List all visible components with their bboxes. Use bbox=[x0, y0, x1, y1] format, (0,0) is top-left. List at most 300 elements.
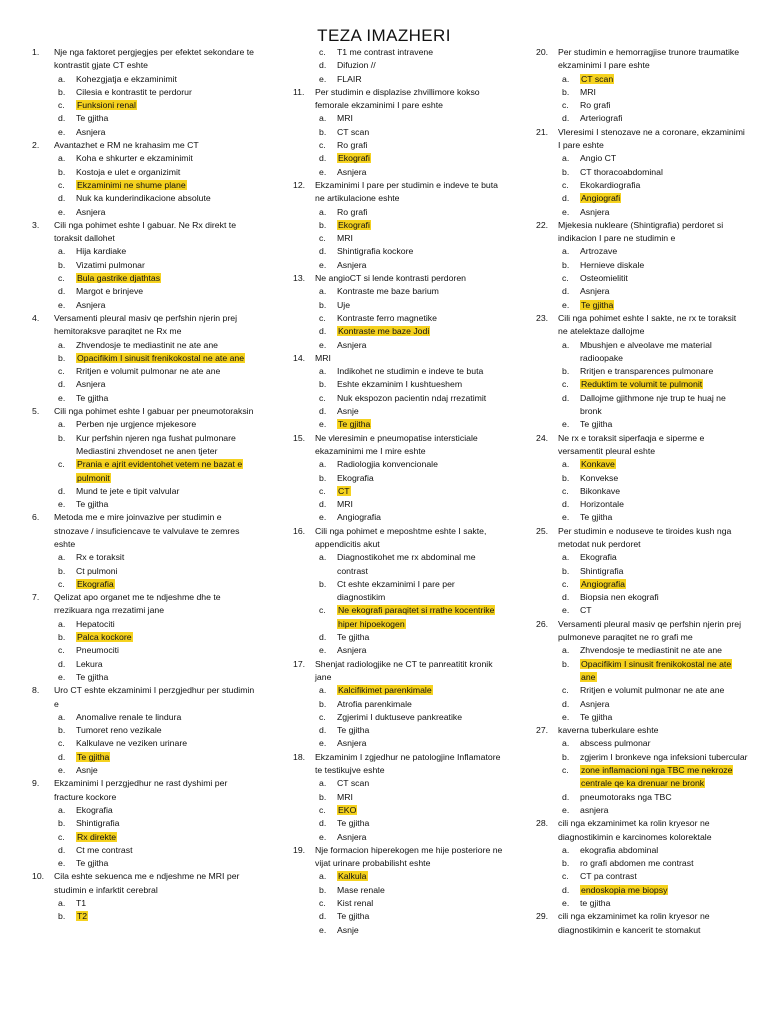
option-letter: c. bbox=[319, 485, 326, 496]
option-letter: d. bbox=[562, 884, 570, 895]
option-letter: d. bbox=[319, 911, 327, 922]
option-letter: c. bbox=[562, 578, 569, 589]
question-column-2 bbox=[293, 46, 503, 937]
option-letter: b. bbox=[319, 884, 327, 895]
option-letter: d. bbox=[58, 658, 66, 669]
option-text: Te gjitha bbox=[337, 818, 370, 829]
question-number: 22. bbox=[536, 219, 549, 230]
answer-option bbox=[536, 684, 748, 697]
option-list bbox=[293, 870, 503, 936]
question-text: Qelizat apo organet me te ndjeshme dhe te rrezikuara nga rrezatimi jane bbox=[54, 592, 221, 616]
option-letter: b. bbox=[319, 299, 327, 310]
option-text: Indikohet ne studimin e indeve te buta bbox=[337, 366, 484, 377]
option-text: Rritjen e transparences pulmonare bbox=[580, 366, 714, 377]
option-text: Arteriografi bbox=[580, 113, 623, 124]
answer-option bbox=[293, 498, 503, 511]
option-list bbox=[536, 737, 748, 817]
question-text: Nje nga faktoret pergjegjes per efektet sekondare te kontrastit gjate CT eshte bbox=[54, 47, 254, 71]
option-letter: a. bbox=[319, 113, 327, 124]
option-letter: a. bbox=[319, 206, 327, 217]
option-letter: c. bbox=[319, 312, 326, 323]
option-letter: e. bbox=[319, 831, 327, 842]
answer-option bbox=[32, 112, 258, 125]
option-list bbox=[536, 458, 748, 524]
question-text: Cili nga pohimet eshte I gabuar per pneumotoraksin bbox=[54, 406, 254, 417]
question-number: 2. bbox=[32, 140, 40, 151]
option-text: Te gjitha bbox=[581, 299, 614, 310]
question-number: 4. bbox=[32, 312, 40, 323]
answer-option bbox=[293, 737, 503, 750]
option-letter: a. bbox=[58, 246, 66, 257]
option-letter: b. bbox=[58, 725, 66, 736]
answer-option bbox=[293, 711, 503, 724]
option-letter: c. bbox=[58, 738, 65, 749]
answer-option bbox=[293, 910, 503, 923]
answer-option bbox=[536, 179, 748, 192]
question-number: 16. bbox=[293, 525, 306, 536]
option-text: Konkave bbox=[581, 459, 615, 470]
option-letter: b. bbox=[319, 791, 327, 802]
option-list bbox=[293, 684, 503, 750]
option-letter: a. bbox=[319, 552, 327, 563]
option-text: Asnje bbox=[76, 765, 98, 776]
answer-option-highlighted bbox=[32, 458, 258, 485]
option-letter: b. bbox=[58, 432, 66, 443]
option-letter: a. bbox=[58, 711, 66, 722]
question-number: 23. bbox=[536, 312, 549, 323]
answer-option bbox=[536, 804, 748, 817]
answer-option-highlighted bbox=[293, 485, 503, 498]
question bbox=[536, 432, 748, 459]
answer-option bbox=[293, 458, 503, 471]
option-letter: b. bbox=[319, 472, 327, 483]
option-letter: a. bbox=[58, 804, 66, 815]
question bbox=[293, 844, 503, 871]
option-letter: b. bbox=[58, 632, 66, 643]
answer-option bbox=[536, 844, 748, 857]
option-text: Asnjera bbox=[337, 831, 367, 842]
answer-option bbox=[293, 578, 503, 605]
question-text: Versamenti pleural masiv qe perfshin njerin prej pulmoneve paraqitet ne ro grafi me bbox=[558, 618, 742, 643]
question bbox=[536, 724, 748, 737]
option-list bbox=[32, 418, 258, 511]
option-text: Artrozave bbox=[580, 246, 618, 257]
option-text: Pneumociti bbox=[76, 645, 119, 656]
answer-option-highlighted bbox=[293, 325, 503, 338]
option-letter: d. bbox=[58, 844, 66, 855]
answer-option bbox=[32, 551, 258, 564]
option-letter: d. bbox=[562, 113, 570, 124]
option-letter: c. bbox=[319, 711, 326, 722]
option-text: Ekzaminimi ne shume plane bbox=[77, 179, 186, 190]
answer-option bbox=[536, 272, 748, 285]
answer-option bbox=[293, 339, 503, 352]
answer-option-highlighted bbox=[536, 884, 748, 897]
question-text: Avantazhet e RM ne krahasim me CT bbox=[54, 140, 199, 151]
question-text: cili nga ekzaminimet ka rolin kryesor ne diagnostikimin e karcinomes kolorektale bbox=[558, 818, 712, 842]
option-text: Te gjitha bbox=[76, 113, 109, 124]
option-text: Palca kockore bbox=[77, 632, 132, 643]
option-letter: d. bbox=[319, 632, 327, 643]
question bbox=[32, 405, 258, 418]
option-letter: e. bbox=[562, 512, 570, 523]
option-list bbox=[293, 206, 503, 272]
option-letter: b. bbox=[562, 565, 570, 576]
answer-option-highlighted bbox=[536, 458, 748, 471]
option-text: Te gjitha bbox=[76, 499, 109, 510]
option-text: T1 bbox=[76, 898, 87, 908]
option-letter: e. bbox=[319, 259, 327, 270]
answer-option bbox=[536, 698, 748, 711]
answer-option bbox=[293, 232, 503, 245]
option-letter: a. bbox=[562, 246, 570, 257]
option-list bbox=[536, 152, 748, 218]
option-list bbox=[536, 551, 748, 617]
option-text: EKO bbox=[338, 804, 357, 815]
option-letter: c. bbox=[58, 366, 65, 377]
answer-option bbox=[32, 857, 258, 870]
option-text: Bula gastrike djathtas bbox=[77, 273, 161, 284]
answer-option bbox=[536, 511, 748, 524]
option-letter: d. bbox=[319, 246, 327, 257]
answer-option bbox=[293, 312, 503, 325]
answer-option bbox=[293, 46, 503, 59]
answer-option-highlighted bbox=[32, 179, 258, 192]
option-text: Margot e brinjeve bbox=[76, 286, 144, 297]
option-letter: a. bbox=[562, 73, 570, 84]
answer-option bbox=[32, 644, 258, 657]
answer-option-highlighted bbox=[536, 73, 748, 86]
question bbox=[536, 126, 748, 153]
answer-option bbox=[32, 804, 258, 817]
option-text: Angio CT bbox=[580, 153, 617, 164]
answer-option bbox=[32, 152, 258, 165]
option-text: CT scan bbox=[337, 126, 370, 137]
answer-option bbox=[536, 339, 748, 366]
question bbox=[536, 46, 748, 73]
answer-option bbox=[536, 591, 748, 604]
option-text: asnjera bbox=[580, 804, 609, 815]
answer-option bbox=[293, 511, 503, 524]
option-letter: c. bbox=[562, 485, 569, 496]
option-letter: d. bbox=[319, 818, 327, 829]
answer-option-highlighted bbox=[536, 578, 748, 591]
option-text: Asnjera bbox=[337, 645, 367, 656]
answer-option bbox=[293, 259, 503, 272]
answer-option bbox=[32, 724, 258, 737]
option-letter: a. bbox=[562, 738, 570, 749]
question-number: 9. bbox=[32, 778, 40, 789]
option-letter: d. bbox=[319, 60, 327, 71]
question bbox=[293, 179, 503, 206]
option-letter: b. bbox=[562, 858, 570, 869]
option-letter: e. bbox=[562, 419, 570, 430]
option-letter: e. bbox=[58, 671, 66, 682]
answer-option bbox=[536, 99, 748, 112]
option-text: Osteomielitit bbox=[580, 273, 628, 284]
option-text: Asnje bbox=[337, 406, 359, 417]
option-list bbox=[293, 777, 503, 843]
answer-option bbox=[536, 365, 748, 378]
option-letter: a. bbox=[319, 459, 327, 470]
answer-option bbox=[536, 565, 748, 578]
option-letter: c. bbox=[319, 140, 326, 151]
answer-option bbox=[293, 206, 503, 219]
option-letter: c. bbox=[319, 898, 326, 908]
option-text: Rx e toraksit bbox=[76, 552, 125, 563]
option-text: Vizatimi pulmonar bbox=[76, 259, 145, 270]
answer-option-highlighted bbox=[293, 870, 503, 883]
question bbox=[32, 591, 258, 618]
option-text: Te gjitha bbox=[580, 419, 613, 430]
question bbox=[293, 352, 503, 365]
option-letter: d. bbox=[562, 193, 570, 204]
option-text: Kontraste ferro magnetike bbox=[337, 312, 437, 323]
option-text: Te gjitha bbox=[76, 392, 109, 403]
answer-option bbox=[536, 86, 748, 99]
option-text: Shintigrafia kockore bbox=[337, 246, 414, 257]
option-letter: d. bbox=[562, 791, 570, 802]
option-text: Ne ekografi paraqitet si rrathe kocentrike hiper hipoekogen bbox=[338, 605, 495, 629]
option-letter: c. bbox=[319, 233, 326, 244]
answer-option bbox=[32, 365, 258, 378]
answer-option bbox=[536, 751, 748, 764]
option-text: Nuk ka kunderindikacione absolute bbox=[76, 193, 211, 204]
answer-option bbox=[32, 378, 258, 391]
option-list bbox=[293, 551, 503, 657]
answer-option-highlighted bbox=[32, 272, 258, 285]
question-column-1 bbox=[32, 46, 258, 924]
option-text: CT thoracoabdominal bbox=[580, 166, 663, 177]
answer-option-highlighted bbox=[32, 910, 258, 923]
option-text: Hija kardiake bbox=[76, 246, 127, 257]
option-text: Ekokardiografia bbox=[580, 179, 641, 190]
answer-option bbox=[536, 791, 748, 804]
option-text: Ro grafi bbox=[580, 100, 611, 111]
option-list bbox=[536, 844, 748, 910]
option-text: MRI bbox=[337, 233, 353, 244]
question-text: Ekzaminim I zgjedhur ne patologjine Inflamatore te testikujve eshte bbox=[315, 751, 501, 776]
option-letter: a. bbox=[58, 73, 66, 84]
answer-option-highlighted bbox=[32, 99, 258, 112]
answer-option bbox=[536, 152, 748, 165]
option-text: T2 bbox=[77, 911, 88, 922]
option-letter: a. bbox=[319, 286, 327, 297]
option-letter: a. bbox=[58, 552, 66, 563]
answer-option bbox=[293, 472, 503, 485]
option-letter: e. bbox=[58, 499, 66, 510]
option-text: Angiografia bbox=[337, 512, 381, 523]
question bbox=[536, 219, 748, 246]
answer-option bbox=[536, 206, 748, 219]
answer-option bbox=[32, 259, 258, 272]
option-letter: e. bbox=[58, 299, 66, 310]
answer-option bbox=[536, 644, 748, 657]
answer-option bbox=[536, 392, 748, 419]
answer-option bbox=[536, 857, 748, 870]
question bbox=[536, 312, 748, 339]
option-letter: a. bbox=[319, 778, 327, 789]
option-letter: e. bbox=[319, 339, 327, 350]
question bbox=[32, 312, 258, 339]
answer-option bbox=[32, 671, 258, 684]
question bbox=[32, 46, 258, 73]
option-letter: c. bbox=[562, 100, 569, 111]
option-text: Zhvendosje te mediastinit ne ate ane bbox=[580, 645, 722, 656]
option-list bbox=[32, 245, 258, 311]
option-letter: e. bbox=[58, 392, 66, 403]
option-text: Te gjitha bbox=[77, 751, 110, 762]
option-list bbox=[536, 339, 748, 432]
option-list bbox=[293, 112, 503, 178]
answer-option bbox=[32, 897, 258, 910]
question bbox=[536, 618, 748, 645]
option-list bbox=[536, 644, 748, 724]
question-number: 20. bbox=[536, 47, 549, 57]
answer-option bbox=[32, 565, 258, 578]
question-number: 1. bbox=[32, 47, 40, 57]
option-text: Asnjera bbox=[337, 259, 367, 270]
option-letter: a. bbox=[319, 871, 327, 882]
answer-option bbox=[536, 604, 748, 617]
question-number: 14. bbox=[293, 352, 306, 363]
question bbox=[32, 870, 258, 897]
option-letter: e. bbox=[562, 206, 570, 217]
answer-option-highlighted bbox=[536, 192, 748, 205]
option-text: endoskopia me biopsy bbox=[581, 884, 668, 895]
question-number: 13. bbox=[293, 273, 306, 284]
question bbox=[32, 139, 258, 152]
answer-option bbox=[536, 166, 748, 179]
question bbox=[293, 751, 503, 778]
option-text: Anomalive renale te lindura bbox=[76, 711, 182, 722]
question bbox=[32, 777, 258, 804]
answer-option bbox=[536, 485, 748, 498]
option-letter: b. bbox=[562, 658, 570, 669]
option-letter: a. bbox=[58, 618, 66, 629]
option-text: Ct pulmoni bbox=[76, 565, 118, 576]
option-letter: e. bbox=[562, 711, 570, 722]
option-text: Konvekse bbox=[580, 472, 619, 483]
option-letter: e. bbox=[58, 765, 66, 776]
option-list bbox=[32, 804, 258, 870]
option-text: T1 me contrast intravene bbox=[337, 47, 434, 57]
option-text: Kist renal bbox=[337, 898, 374, 908]
answer-option bbox=[536, 259, 748, 272]
option-text: Ro grafi bbox=[337, 140, 368, 151]
option-letter: d. bbox=[562, 286, 570, 297]
option-text: Asnje bbox=[337, 924, 359, 935]
option-letter: d. bbox=[58, 485, 66, 496]
answer-option bbox=[32, 86, 258, 99]
question-text: Per studimin e displazise zhvillimore kokso femorale ekzaminimi I pare eshte bbox=[315, 86, 480, 111]
question-number: 11. bbox=[293, 86, 305, 97]
question-number: 24. bbox=[536, 432, 549, 443]
answer-option bbox=[536, 245, 748, 258]
question-text: Vleresimi I stenozave ne a coronare, ekzaminimi I pare eshte bbox=[558, 126, 745, 151]
option-text: Te gjitha bbox=[337, 632, 370, 643]
answer-option-highlighted bbox=[32, 831, 258, 844]
option-letter: c. bbox=[58, 578, 65, 589]
option-text: FLAIR bbox=[337, 73, 362, 84]
option-text: CT scan bbox=[581, 73, 614, 84]
option-letter: c. bbox=[58, 273, 65, 284]
answer-option bbox=[293, 378, 503, 391]
option-text: Atrofia parenkimale bbox=[337, 698, 412, 709]
answer-option bbox=[536, 472, 748, 485]
question-column-3 bbox=[536, 46, 748, 937]
option-list bbox=[536, 245, 748, 311]
option-text: Reduktim te volumit te pulmonit bbox=[581, 379, 703, 390]
answer-option bbox=[536, 711, 748, 724]
option-letter: b. bbox=[58, 166, 66, 177]
option-letter: e. bbox=[319, 645, 327, 656]
answer-option bbox=[32, 126, 258, 139]
question bbox=[293, 272, 503, 285]
question-text: Versamenti pleural masiv qe perfshin njerin prej hemitoraksve paraqitet ne Rx me bbox=[54, 312, 238, 337]
option-text: Ekografia bbox=[76, 804, 113, 815]
option-text: Koha e shkurter e ekzaminimit bbox=[76, 153, 193, 164]
option-text: ekografia abdominal bbox=[580, 844, 659, 855]
option-text: Hernieve diskale bbox=[580, 259, 645, 270]
option-letter: a. bbox=[58, 898, 66, 908]
question-number: 5. bbox=[32, 406, 40, 417]
question-text: MRI bbox=[315, 352, 331, 363]
question-number: 21. bbox=[536, 126, 549, 137]
option-text: zone inflamacioni nga TBC me nekroze centrale qe ka drenuar ne bronk bbox=[581, 765, 733, 789]
option-text: Dallojme gjithmone nje trup te huaj ne bronk bbox=[580, 392, 726, 417]
question-number: 18. bbox=[293, 751, 306, 762]
option-letter: d. bbox=[562, 392, 570, 403]
answer-option bbox=[32, 844, 258, 857]
option-letter: b. bbox=[319, 126, 327, 137]
answer-option bbox=[293, 112, 503, 125]
answer-option bbox=[32, 299, 258, 312]
option-text: Ekografia bbox=[77, 578, 114, 589]
option-text: MRI bbox=[337, 113, 353, 124]
question-number: 3. bbox=[32, 219, 40, 230]
question bbox=[293, 86, 503, 113]
answer-option bbox=[32, 817, 258, 830]
option-text: CT bbox=[580, 605, 592, 616]
option-list bbox=[32, 618, 258, 684]
answer-option bbox=[536, 112, 748, 125]
question-number: 8. bbox=[32, 685, 40, 696]
answer-option bbox=[293, 884, 503, 897]
answer-option-highlighted bbox=[32, 631, 258, 644]
option-text: Opacifikim I sinusit frenikokostal ne ate ane bbox=[77, 352, 245, 363]
option-text: Kalcifikimet parenkimale bbox=[338, 685, 432, 696]
answer-option bbox=[32, 285, 258, 298]
question-number: 10. bbox=[32, 871, 45, 882]
answer-option bbox=[293, 365, 503, 378]
option-text: Mase renale bbox=[337, 884, 385, 895]
answer-option bbox=[32, 711, 258, 724]
question-number: 29. bbox=[536, 911, 549, 922]
answer-option-highlighted bbox=[536, 658, 748, 685]
option-letter: e. bbox=[562, 605, 570, 616]
option-text: Ekografi bbox=[338, 219, 370, 230]
option-text: Opacifikim I sinusit frenikokostal ne ate ane bbox=[581, 658, 732, 682]
option-text: Kostoja e ulet e organizimit bbox=[76, 166, 181, 177]
answer-option bbox=[293, 166, 503, 179]
answer-option bbox=[293, 405, 503, 418]
option-text: CT pa contrast bbox=[580, 871, 637, 882]
option-text: Ct eshte ekzaminimi I pare per diagnostikim bbox=[337, 578, 455, 603]
option-letter: e. bbox=[319, 924, 327, 935]
question-text: cili nga ekzaminimet ka rolin kryesor ne diagnostikimin e kancerit te stomakut bbox=[558, 911, 710, 935]
option-text: Te gjitha bbox=[580, 711, 613, 722]
